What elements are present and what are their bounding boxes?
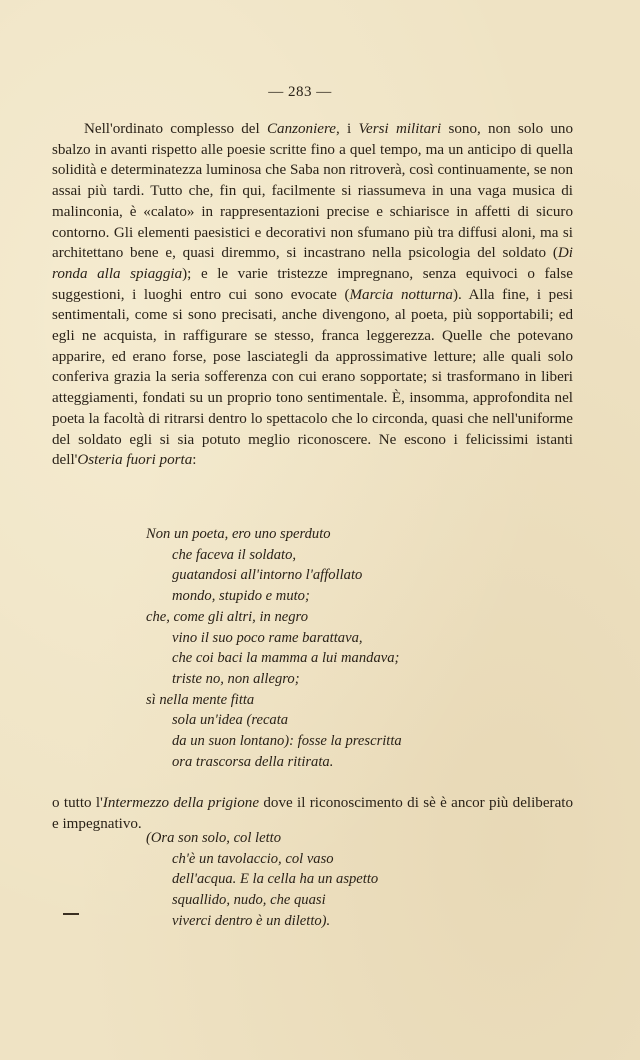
poem-line: che coi baci la mamma a lui mandava; (172, 650, 400, 667)
paragraph-text: : (192, 452, 197, 469)
poem-line: triste no, non allegro; (172, 670, 300, 687)
main-paragraph (52, 119, 573, 471)
poem-line: che faceva il soldato, (172, 546, 297, 563)
paragraph-text: Nell'ordinato complesso del (84, 121, 267, 137)
poem-line: da un suon lontano): fosse la prescritta (172, 733, 402, 750)
paragraph-text: sono, non solo uno sbalzo in avanti rispetto alle poesie scritte fino a quel tempo, ma un anticipo di quella solidità e determinatezza luminosa che Saba non ritroverà, così continuamente, se non assai più tardi. Tutto che, fin qui, facilmente si riassumeva in una vaga musica di malinconia, è «calato» in rappresentazioni precise e schiarisce in affetti di sicuro contorno. Gli elementi paesistici e decorativi non sfumano più tra diffusi aloni, ma si architettano bene e, quasi diremmo, si incastrano nella psicologia del soldato ( (52, 121, 574, 262)
paragraph-text: ). Alla fine, i pesi sentimentali, come si sono precisati, anche divengono, al poeta, più sopportabili; ed egli ne acquista, in raffigurare se stesso, franca leggerezza. Quelle che potevano apparire, ed erano forse, pose lasciategli da approssimative letture; alle quali solo conferiva grazia la seria sofferenza con cui erano sopportate; si trasformano in liberi atteggiamenti, fondati su un proprio tono sentimentale. È, insomma, approfondita nel poeta la facoltà di ritrarsi dentro lo spettacolo che lo circonda, quasi che nell'uniforme del soldato egli si sia potuto meglio riconoscere. Ne escono i felicissimi istanti dell' (52, 286, 573, 469)
italic-title: Di ronda alla spiaggia (52, 245, 573, 282)
poem-line: sola un'idea (recata (172, 712, 289, 729)
poem-line: vino il suo poco rame barattava, (172, 629, 363, 646)
paragraph-text: ); e le varie tristezze impregnano, senza equivoci o false suggestioni, i luoghi entro cui sono evocate ( (52, 265, 573, 303)
poem-quotation (146, 524, 402, 772)
paragraph-text: , i (336, 121, 359, 137)
italic-title: Canzoniere (266, 121, 336, 137)
poem-line: dell'acqua. E la cella ha un aspetto (172, 871, 379, 888)
poem-line: ora trascorsa della ritirata. (172, 753, 334, 770)
poem-line: squallido, nudo, che quasi (172, 892, 326, 909)
poem-line: sì nella mente fitta (146, 691, 255, 708)
paragraph-text: dove il riconoscimento di sè è ancor più deliberato e impegnativo. (52, 795, 574, 832)
page-number: — 283 — (268, 84, 332, 100)
italic-title: Versi militari (358, 121, 442, 137)
poem-line: Non un poeta, ero uno sperduto (146, 526, 331, 542)
paragraph-text: o tutto l' (52, 795, 103, 812)
italic-title: Osteria fuori porta (77, 452, 193, 469)
poem-quotation (146, 828, 378, 932)
poem-line: che, come gli altri, in negro (146, 608, 308, 625)
poem-line: (Ora son solo, col letto (146, 830, 281, 846)
italic-title: Intermezzo della prigione (102, 795, 260, 812)
poem-line: guatandosi all'intorno l'affollato (172, 567, 363, 584)
italic-title: Marcia notturna (349, 286, 453, 303)
poem-line: ch'è un tavolaccio, col vaso (172, 850, 334, 867)
margin-pencil-mark (63, 913, 79, 915)
poem-line: viverci dentro è un diletto). (172, 912, 331, 929)
poem-line: mondo, stupido e muto; (172, 588, 310, 605)
